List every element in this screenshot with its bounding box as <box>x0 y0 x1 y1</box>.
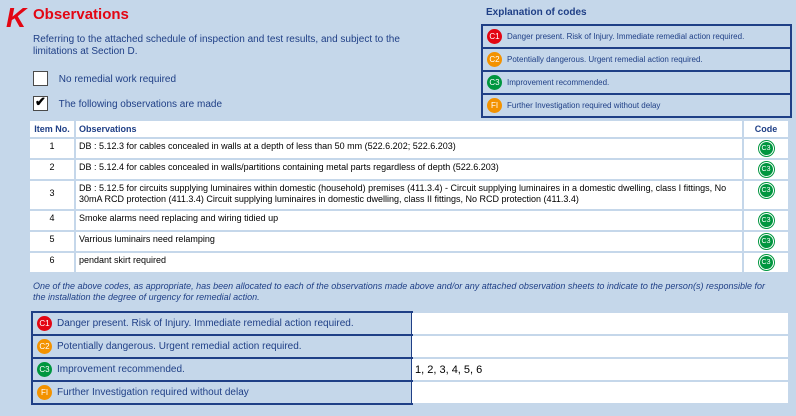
explanation-c1-text: Danger present. Risk of Injury. Immediate remedial action required. <box>507 32 745 41</box>
observation-text[interactable]: Smoke alarms need replacing and wiring tidied up <box>75 210 743 231</box>
observation-text[interactable]: DB : 5.12.3 for cables concealed in walls at a depth of less than 50 mm (522.6.202; 522.6.203) <box>75 138 743 159</box>
section-letter: K <box>6 2 27 33</box>
c2-badge-icon: C2 <box>487 52 502 67</box>
header-code: Code <box>743 121 788 138</box>
table-row[interactable] <box>30 231 788 252</box>
summary-c1-value[interactable] <box>412 313 788 334</box>
table-row[interactable] <box>30 252 788 272</box>
summary-c2 <box>33 336 411 357</box>
item-number: 1 <box>30 138 75 159</box>
item-number: 5 <box>30 231 75 252</box>
option-observations-made-label: The following observations are made <box>58 99 223 111</box>
explanation-c3-text: Improvement recommended. <box>507 78 610 87</box>
table-header-row <box>30 121 788 138</box>
header-item-no: Item No. <box>30 121 75 138</box>
summary-values <box>412 311 788 405</box>
summary-c3-value[interactable]: 1, 2, 3, 4, 5, 6 <box>412 359 788 380</box>
checkbox-no-remedial[interactable] <box>33 71 48 86</box>
summary-fi-text: Further Investigation required without delay <box>57 387 249 398</box>
item-number: 4 <box>30 210 75 231</box>
summary-c3-text: Improvement recommended. <box>57 364 185 375</box>
explanation-fi-text: Further Investigation required without delay <box>507 101 661 110</box>
fi-badge-icon: FI <box>37 385 52 400</box>
item-number: 2 <box>30 159 75 180</box>
c3-badge-icon: C3 <box>759 234 774 249</box>
c3-badge-icon: C3 <box>759 162 774 177</box>
intro-text: Referring to the attached schedule of inspection and test results, and subject to the limitations at Section D. <box>33 34 400 57</box>
header-observations: Observations <box>75 121 743 138</box>
observation-text[interactable]: DB : 5.12.5 for circuits supplying luminaires within domestic (household) premises (411.3.4) - Circuit supplying luminaires in a domestic dwelling, class I fittings, No 30mA RCD protection (411.3.4) Circuit supplying luminaires in domestic dwelling, class II fittings, No RCD protection (411.3.4) <box>75 180 743 210</box>
summary-c3 <box>33 359 411 380</box>
explanation-c1 <box>483 26 790 47</box>
explanation-title: Explanation of codes <box>486 7 587 18</box>
option-no-remedial[interactable] <box>33 72 176 87</box>
c3-badge-icon: C3 <box>487 75 502 90</box>
summary-fi-value[interactable] <box>412 382 788 403</box>
explanation-of-codes <box>481 24 792 118</box>
fi-badge-icon: FI <box>487 98 502 113</box>
explanation-c3 <box>483 72 790 93</box>
c3-badge-icon: C3 <box>759 255 774 270</box>
c3-badge-icon: C3 <box>759 141 774 156</box>
section-title: Observations <box>33 6 129 23</box>
explanation-c2 <box>483 49 790 70</box>
table-row[interactable] <box>30 159 788 180</box>
codes-footnote: One of the above codes, as appropriate, has been allocated to each of the observations made above and/or any attached observation sheets to indicate to the person(s) responsible for the installation the degree of urgency for remedial action. <box>33 281 765 302</box>
table-row[interactable] <box>30 138 788 159</box>
summary-c1-text: Danger present. Risk of Injury. Immediate remedial action required. <box>57 318 354 329</box>
summary-fi <box>33 382 411 403</box>
explanation-fi <box>483 95 790 116</box>
table-row[interactable] <box>30 210 788 231</box>
summary-c1 <box>33 313 411 334</box>
checkbox-observations-made[interactable] <box>33 96 48 111</box>
observations-table <box>30 121 788 272</box>
item-number: 3 <box>30 180 75 210</box>
summary-codes <box>31 311 413 405</box>
item-number: 6 <box>30 252 75 272</box>
summary-c2-text: Potentially dangerous. Urgent remedial action required. <box>57 341 302 352</box>
c1-badge-icon: C1 <box>487 29 502 44</box>
c3-badge-icon: C3 <box>37 362 52 377</box>
option-observations-made[interactable] <box>33 94 223 112</box>
c2-badge-icon: C2 <box>37 339 52 354</box>
c3-badge-icon: C3 <box>759 213 774 228</box>
checkmark-icon: ✔ <box>35 94 46 109</box>
option-no-remedial-label: No remedial work required <box>58 74 177 86</box>
c3-badge-icon: C3 <box>759 183 774 198</box>
observation-text[interactable]: pendant skirt required <box>75 252 743 272</box>
table-row[interactable] <box>30 180 788 210</box>
observation-text[interactable]: DB : 5.12.4 for cables concealed in walls/partitions containing metal parts regardless of depth (522.6.203) <box>75 159 743 180</box>
explanation-c2-text: Potentially dangerous. Urgent remedial action required. <box>507 55 703 64</box>
summary-c2-value[interactable] <box>412 336 788 357</box>
c1-badge-icon: C1 <box>37 316 52 331</box>
observation-text[interactable]: Varrious luminairs need relamping <box>75 231 743 252</box>
